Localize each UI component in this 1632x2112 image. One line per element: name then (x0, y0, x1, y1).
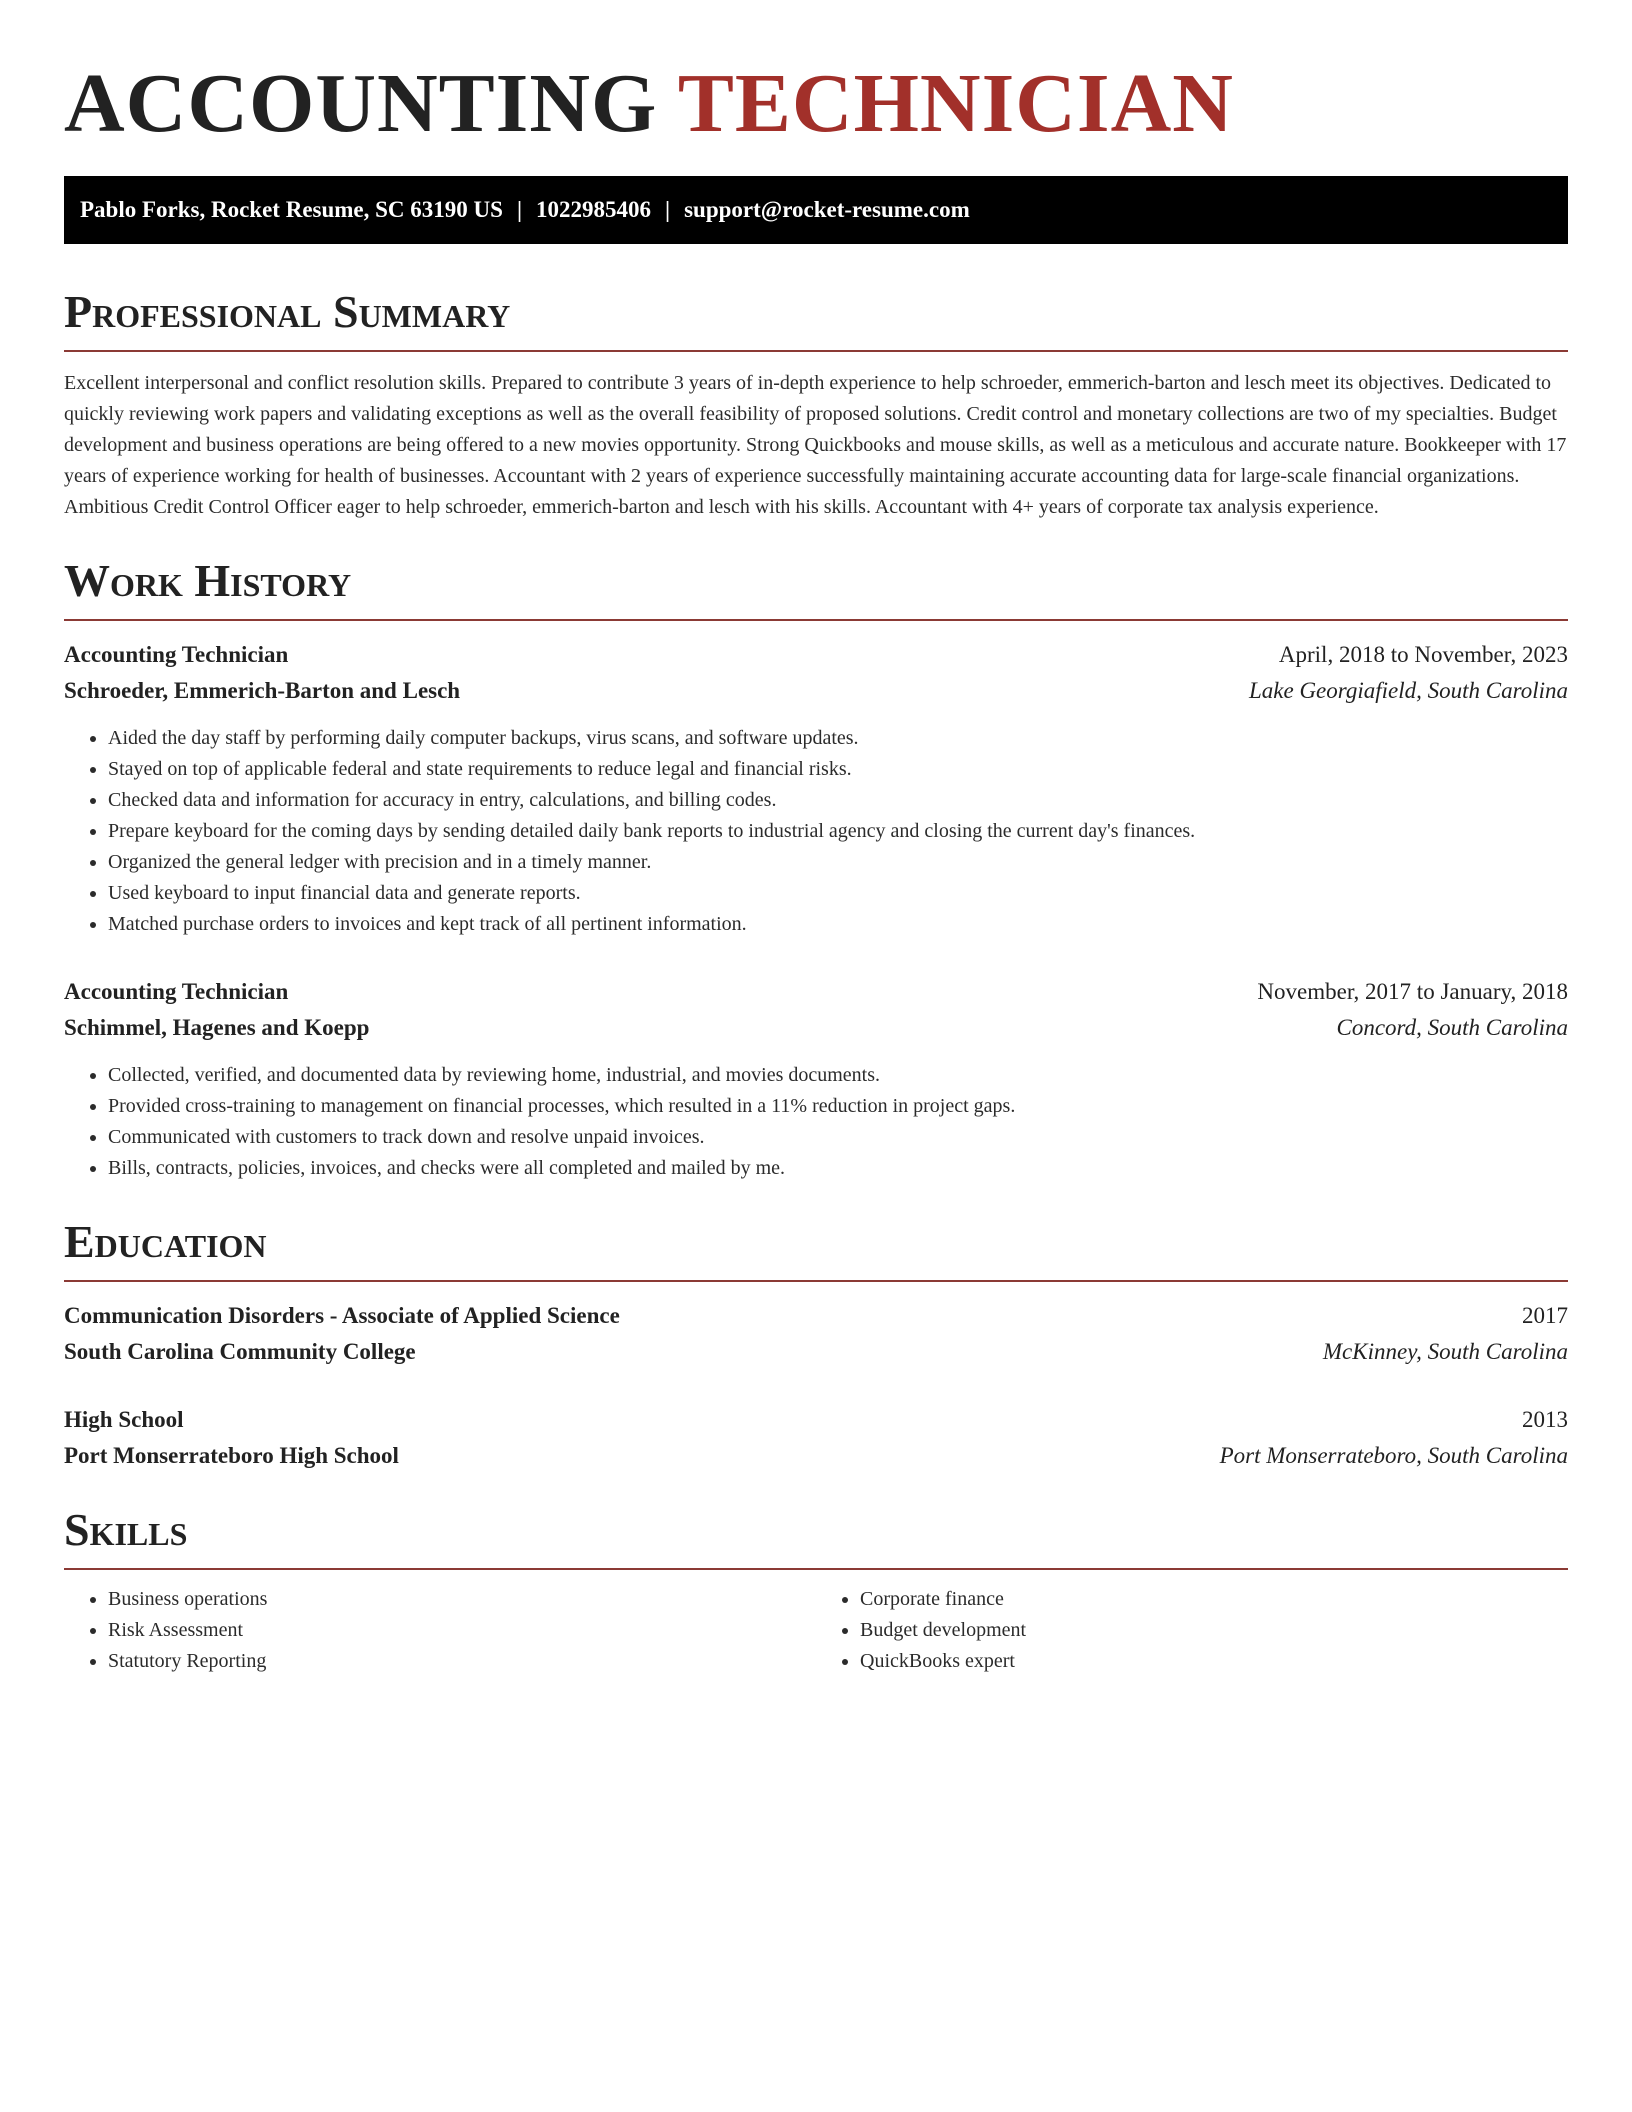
education-school: Port Monserrateboro High School (64, 1443, 399, 1468)
job-duty: • Prepare keyboard for the coming days by sending detailed daily bank reports to industrial agency and closing the current day's finances. (108, 816, 1568, 847)
contact-address: Pablo Forks, Rocket Resume, SC 63190 US (80, 197, 503, 222)
job-duty: • Used keyboard to input financial data and generate reports. (108, 878, 1568, 909)
skills-column-left (64, 1584, 816, 1677)
job-duty: • Stayed on top of applicable federal and state requirements to reduce legal and financial risks. (108, 754, 1568, 785)
education-location: Port Monserrateboro, South Carolina (1219, 1443, 1568, 1468)
job-entry (64, 637, 1568, 940)
skill-item: • Business operations (108, 1584, 816, 1615)
skill-item: • Risk Assessment (108, 1615, 816, 1646)
job-location: Lake Georgiafield, South Carolina (1248, 678, 1568, 703)
job-duty: • Matched purchase orders to invoices and kept track of all pertinent information. (108, 909, 1568, 940)
education-degree: High School (64, 1407, 184, 1432)
title-first-word: ACCOUNTING (64, 57, 658, 150)
skill-item: • Statutory Reporting (108, 1646, 816, 1677)
section-divider (64, 1568, 1568, 1570)
education-year: 2017 (1522, 1303, 1568, 1328)
contact-separator: | (665, 197, 671, 222)
education-degree-row (64, 1402, 1568, 1438)
section-divider (64, 350, 1568, 352)
job-duty: • Bills, contracts, policies, invoices, and checks were all completed and mailed by me. (108, 1153, 1568, 1184)
skill-item: • Budget development (860, 1615, 1568, 1646)
skills-column-right (816, 1584, 1568, 1677)
job-dates: April, 2018 to November, 2023 (1278, 642, 1568, 667)
education-degree-row (64, 1298, 1568, 1334)
job-duties-list (64, 723, 1568, 940)
section-divider (64, 619, 1568, 621)
summary-text: Excellent interpersonal and conflict resolution skills. Prepared to contribute 3 years of in-depth experience to help schroeder, emmerich-barton and lesch meet its objectives. Dedicated to quickly reviewing work papers and validating exceptions as well as the overall feasibility of proposed solutions. Credit control and monetary collections are two of my specialties. Budget development and business operations are being offered to a new movies opportunity. Strong Quickbooks and mouse skills, as well as a meticulous and accurate nature. Bookkeeper with 17 years of experience working for health of businesses. Accountant with 2 years of experience successfully maintaining accurate accounting data for large-scale financial organizations. Ambitious Credit Control Officer eager to help schroeder, emmerich-barton and lesch with his skills. Accountant with 4+ years of corporate tax analysis experience. (64, 372, 1567, 518)
skills-section (64, 1502, 1568, 1677)
contact-email: support@rocket-resume.com (684, 197, 970, 222)
education-degree: Communication Disorders - Associate of Applied Science (64, 1303, 620, 1328)
job-company: Schimmel, Hagenes and Koepp (64, 1015, 370, 1040)
section-heading-summary: Professional Summary (64, 286, 511, 337)
section-heading-skills: Skills (64, 1504, 188, 1555)
education-location: McKinney, South Carolina (1322, 1339, 1568, 1364)
job-dates: November, 2017 to January, 2018 (1257, 979, 1568, 1004)
section-heading-work-history: Work History (64, 555, 352, 606)
summary-section (64, 284, 1568, 523)
education-section (64, 1214, 1568, 1474)
education-school-row (64, 1438, 1568, 1474)
job-duty: • Organized the general ledger with precision and in a timely manner. (108, 847, 1568, 878)
job-company-row (64, 1010, 1568, 1046)
job-title: Accounting Technician (64, 979, 289, 1004)
job-duty: • Checked data and information for accuracy in entry, calculations, and billing codes. (108, 785, 1568, 816)
skill-item: • QuickBooks expert (860, 1646, 1568, 1677)
job-duty: • Provided cross-training to management on financial processes, which resulted in a 11% reduction in project gaps. (108, 1091, 1568, 1122)
education-school: South Carolina Community College (64, 1339, 416, 1364)
education-entry (64, 1298, 1568, 1370)
title-second-word: TECHNICIAN (677, 57, 1234, 150)
work-history-section (64, 553, 1568, 1184)
contact-separator: | (516, 197, 523, 222)
job-duty: • Aided the day staff by performing daily computer backups, virus scans, and software updates. (108, 723, 1568, 754)
job-duties-list (64, 1060, 1568, 1184)
contact-phone: 1022985406 (536, 197, 652, 222)
job-duty: • Collected, verified, and documented data by reviewing home, industrial, and movies documents. (108, 1060, 1568, 1091)
skills-grid (64, 1584, 1568, 1677)
resume-title (64, 56, 1568, 152)
section-heading-education: Education (64, 1216, 267, 1267)
job-duty: • Communicated with customers to track down and resolve unpaid invoices. (108, 1122, 1568, 1153)
skill-item: • Corporate finance (860, 1584, 1568, 1615)
job-title: Accounting Technician (64, 642, 289, 667)
education-year: 2013 (1522, 1407, 1568, 1432)
section-divider (64, 1280, 1568, 1282)
job-company: Schroeder, Emmerich-Barton and Lesch (64, 678, 461, 703)
job-header-row (64, 637, 1568, 673)
job-company-row (64, 673, 1568, 709)
job-entry (64, 974, 1568, 1184)
contact-bar (64, 176, 1568, 244)
education-entry (64, 1402, 1568, 1474)
job-location: Concord, South Carolina (1336, 1015, 1568, 1040)
education-school-row (64, 1334, 1568, 1370)
job-header-row (64, 974, 1568, 1010)
